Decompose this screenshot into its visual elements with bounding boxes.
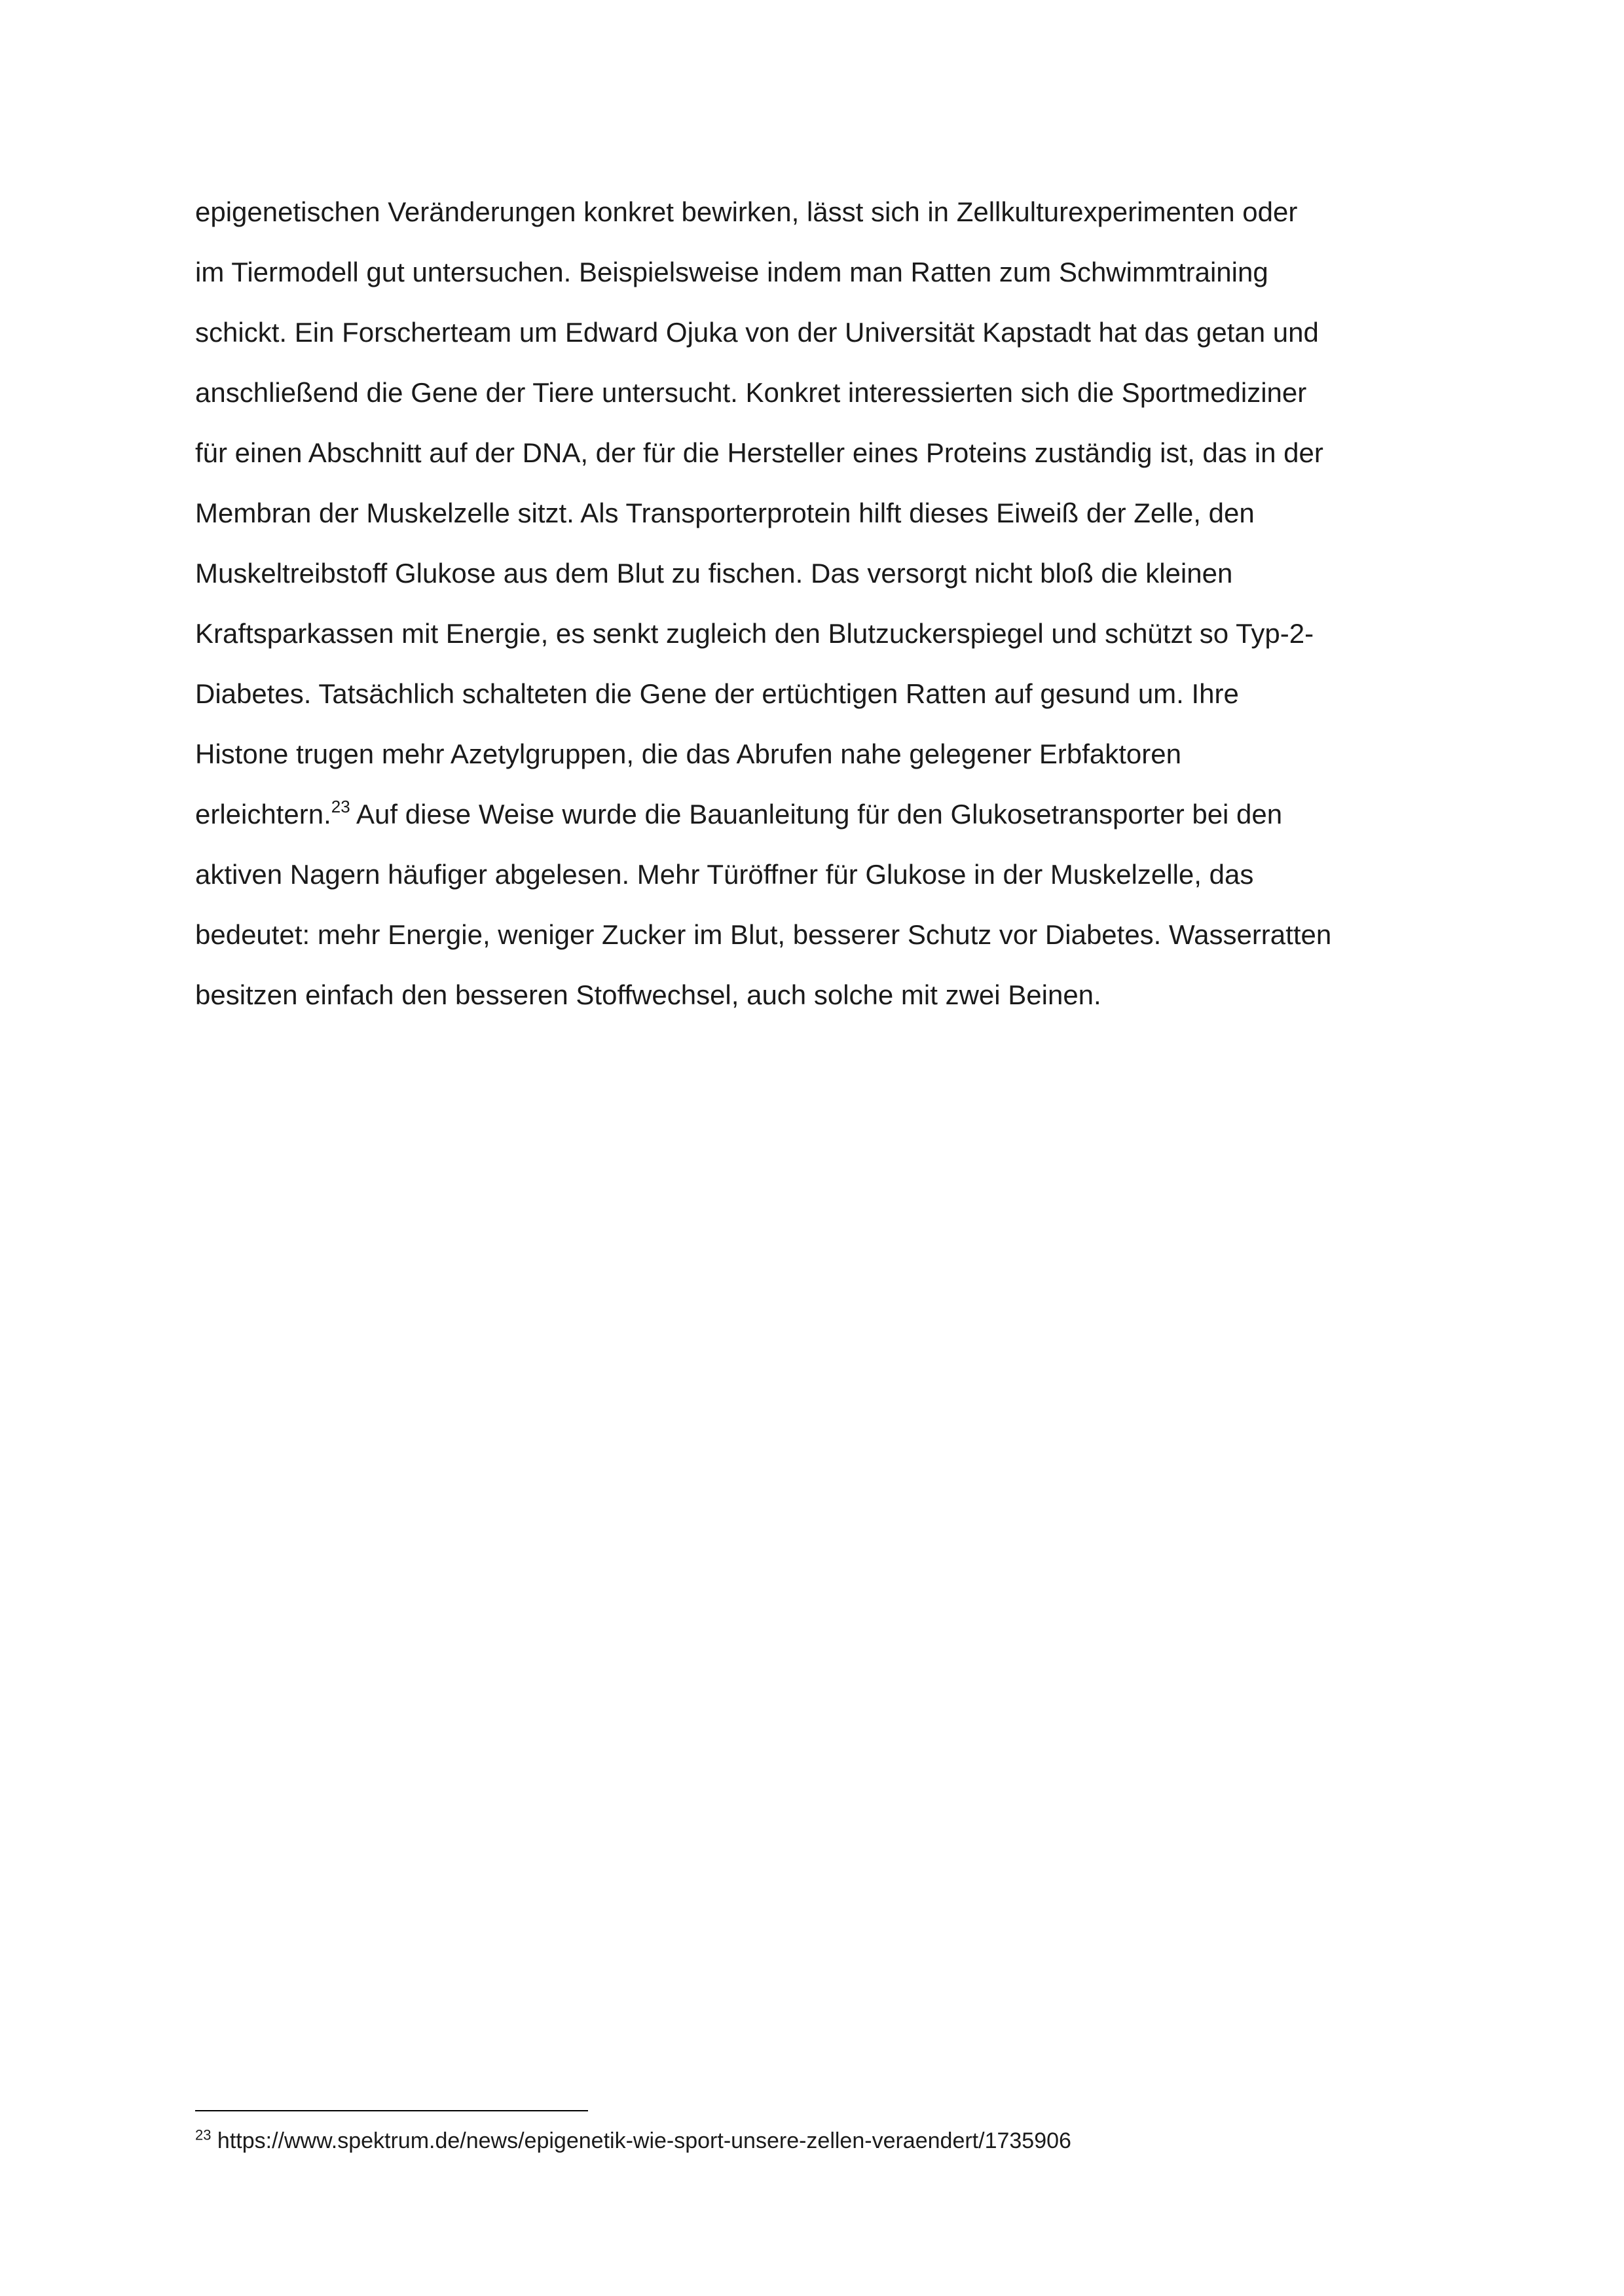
footnote-separator xyxy=(195,2110,588,2111)
text-line-10: Histone trugen mehr Azetylgruppen, die das Abrufen nahe gelegener Erbfaktoren xyxy=(195,738,1181,769)
text-line-3: schickt. Ein Forscherteam um Edward Ojuka von der Universität Kapstadt hat das getan und xyxy=(195,317,1319,348)
text-line-6: Membran der Muskelzelle sitzt. Als Transporterprotein hilft dieses Eiweiß der Zelle, den xyxy=(195,498,1255,528)
text-line-11-end: Auf diese Weise wurde die Bauanleitung für den Glukosetransporter bei den xyxy=(350,799,1283,829)
text-line-1: epigenetischen Veränderungen konkret bewirken, lässt sich in Zellkulturexperimenten oder xyxy=(195,196,1298,227)
text-line-14: besitzen einfach den besseren Stoffwechsel, auch solche mit zwei Beinen. xyxy=(195,979,1101,1010)
text-line-7: Muskeltreibstoff Glukose aus dem Blut zu fischen. Das versorgt nicht bloß die kleinen xyxy=(195,558,1233,589)
text-line-8: Kraftsparkassen mit Energie, es senkt zugleich den Blutzuckerspiegel und schützt so Typ-2- xyxy=(195,618,1314,649)
footnote-reference[interactable]: 23 xyxy=(331,797,350,816)
footnote-url[interactable]: https://www.spektrum.de/news/epigenetik-wie-sport-unsere-zellen-veraendert/1735906 xyxy=(211,2128,1071,2153)
footnote xyxy=(195,2121,1459,2160)
text-line-2: im Tiermodell gut untersuchen. Beispielsweise indem man Ratten zum Schwimmtraining xyxy=(195,257,1268,287)
text-line-13: bedeutet: mehr Energie, weniger Zucker im Blut, besserer Schutz vor Diabetes. Wasserratten xyxy=(195,919,1332,950)
text-line-5: für einen Abschnitt auf der DNA, der für die Hersteller eines Proteins zuständig ist, das in der xyxy=(195,437,1323,468)
body-paragraph xyxy=(195,182,1459,1025)
text-line-11-start: erleichtern. xyxy=(195,799,331,829)
text-line-12: aktiven Nagern häufiger abgelesen. Mehr Türöffner für Glukose in der Muskelzelle, das xyxy=(195,859,1254,890)
footnote-number: 23 xyxy=(195,2126,212,2143)
text-line-4: anschließend die Gene der Tiere untersucht. Konkret interessierten sich die Sportmediziner xyxy=(195,377,1307,408)
text-line-11 xyxy=(195,784,1459,845)
text-line-9: Diabetes. Tatsächlich schalteten die Gene der ertüchtigen Ratten auf gesund um. Ihre xyxy=(195,678,1239,709)
